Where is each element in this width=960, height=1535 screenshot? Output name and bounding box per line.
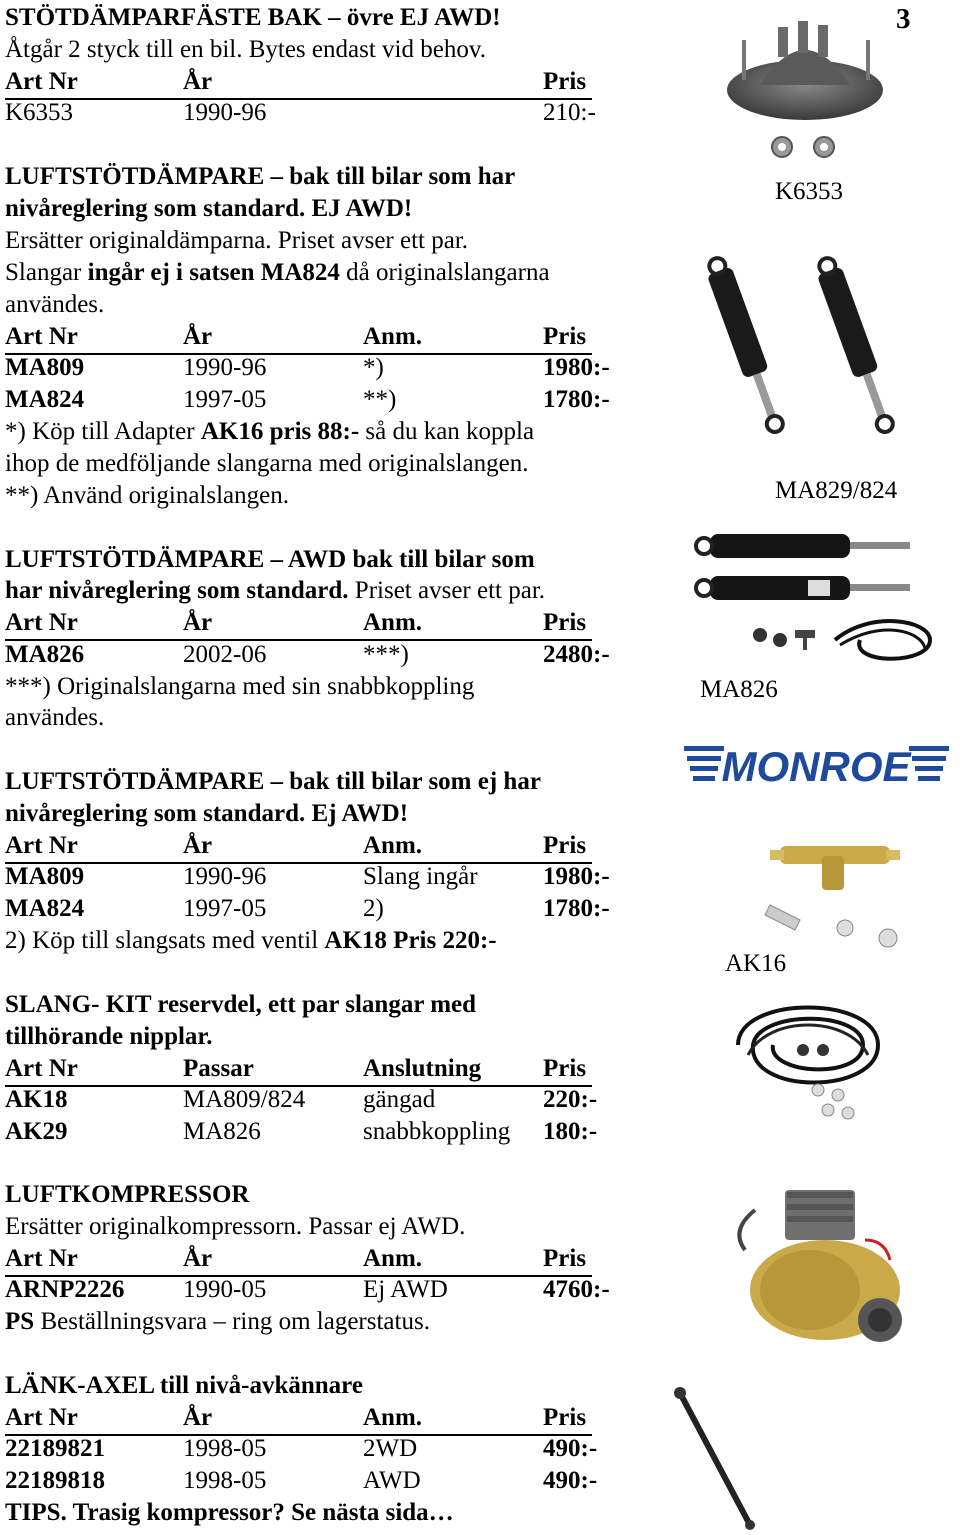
cell-artnr: 22189818 xyxy=(5,1467,105,1494)
header-price: Pris xyxy=(543,832,587,859)
caption-ak16: AK16 xyxy=(725,950,787,977)
cell-price: 210:- xyxy=(543,99,596,126)
header-price: Pris xyxy=(543,609,587,636)
section-desc: Ersätter originaldämparna. Priset avser ett par. xyxy=(5,227,469,254)
header-price: Pris xyxy=(543,1245,587,1272)
section-title: tillhörande nipplar. xyxy=(5,1023,213,1050)
cell-note: Slang ingår xyxy=(363,863,478,890)
cell-year: 1990-96 xyxy=(183,99,267,126)
ps-label: PS xyxy=(5,1308,35,1335)
footnote xyxy=(5,416,534,448)
cell-year: 1990-05 xyxy=(183,1276,267,1303)
table-row xyxy=(5,1433,625,1465)
caption-ma826: MA826 xyxy=(700,676,778,703)
shock-absorber-image xyxy=(690,250,950,450)
cell-connection: gängad xyxy=(363,1086,436,1113)
cell-connection: snabbkoppling xyxy=(363,1118,511,1145)
table-row xyxy=(5,384,625,416)
cell-note: AWD xyxy=(363,1467,421,1494)
cell-artnr: 22189821 xyxy=(5,1435,105,1462)
section-desc: Åtgår 2 styck till en bil. Bytes endast vid behov. xyxy=(5,36,486,63)
ps-text: Beställningsvara – ring om lagerstatus. xyxy=(34,1308,430,1335)
page-number: 3 xyxy=(896,3,911,35)
header-year: År xyxy=(183,323,213,350)
table-row xyxy=(5,97,625,129)
strut-mount-image xyxy=(720,15,890,165)
cell-note: **) xyxy=(363,386,397,413)
caption-ma829: MA829/824 xyxy=(775,477,898,504)
section-title: LUFTSTÖTDÄMPARE – bak till bilar som har xyxy=(5,163,516,190)
header-price: Pris xyxy=(543,1055,587,1082)
header-year: År xyxy=(183,1404,213,1431)
cell-artnr: MA809 xyxy=(5,863,85,890)
header-note: Anm. xyxy=(363,609,423,636)
table-row xyxy=(5,1084,625,1116)
header-artnr: Art Nr xyxy=(5,1402,592,1436)
section-desc: Ersätter originalkompressorn. Passar ej AWD. xyxy=(5,1213,466,1240)
note-text: så du kan koppla xyxy=(359,418,535,445)
title-bold: har nivåreglering som standard. xyxy=(5,577,349,604)
cell-note: Ej AWD xyxy=(363,1276,448,1303)
cell-price: 1980:- xyxy=(543,863,610,890)
section-title: nivåreglering som standard. Ej AWD! xyxy=(5,800,409,827)
cell-note: 2WD xyxy=(363,1435,418,1462)
header-year: År xyxy=(183,1245,213,1272)
section-title: LUFTSTÖTDÄMPARE – AWD bak till bilar som xyxy=(5,546,535,573)
cell-year: 1998-05 xyxy=(183,1435,267,1462)
header-artnr: Art Nr xyxy=(5,607,592,641)
note-text: 2) Köp till slangsats med ventil xyxy=(5,927,325,954)
cell-note: ***) xyxy=(363,641,409,668)
note-bold: AK18 Pris 220:- xyxy=(324,927,497,954)
hose-kit-image xyxy=(728,985,893,1135)
adapter-image xyxy=(760,830,910,960)
cell-price: 180:- xyxy=(543,1118,598,1145)
table-row xyxy=(5,893,625,925)
section-title: STÖTDÄMPARFÄSTE BAK – övre EJ AWD! xyxy=(5,4,501,31)
note-text: *) Köp till Adapter xyxy=(5,418,201,445)
cell-fits: MA826 xyxy=(183,1118,261,1145)
header-artnr: Art Nr xyxy=(5,1243,592,1277)
cell-price: 1780:- xyxy=(543,895,610,922)
footnote xyxy=(5,925,497,957)
note-bold: AK16 pris 88:- xyxy=(200,418,360,445)
header-price: Pris xyxy=(543,68,587,95)
header-fits: Passar xyxy=(183,1055,254,1082)
footnote: **) Använd originalslangen. xyxy=(5,482,289,509)
header-artnr: Art Nr xyxy=(5,1053,592,1087)
caption-k6353: K6353 xyxy=(775,178,844,205)
section-title: LUFTSTÖTDÄMPARE – bak till bilar som ej har xyxy=(5,768,541,795)
header-connection: Anslutning xyxy=(363,1055,482,1082)
cell-artnr: K6353 xyxy=(5,99,74,126)
cell-artnr: MA824 xyxy=(5,386,85,413)
table-row xyxy=(5,861,625,893)
cell-fits: MA809/824 xyxy=(183,1086,306,1113)
table-row xyxy=(5,352,625,384)
cell-artnr: MA824 xyxy=(5,895,85,922)
footnote: användes. xyxy=(5,704,105,731)
logo-text: MONROE xyxy=(721,743,911,787)
cell-artnr: AK29 xyxy=(5,1118,68,1145)
section-desc xyxy=(5,257,550,289)
table-header xyxy=(5,830,625,862)
cell-year: 1997-05 xyxy=(183,386,267,413)
header-artnr: Art Nr xyxy=(5,321,592,355)
table-row xyxy=(5,1465,625,1497)
footnote: ***) Originalslangarna med sin snabbkoppling xyxy=(5,673,475,700)
title-text: Priset avser ett par. xyxy=(348,577,546,604)
header-note: Anm. xyxy=(363,323,423,350)
monroe-logo xyxy=(684,742,949,787)
section-title: LÄNK-AXEL till nivå-avkännare xyxy=(5,1372,363,1399)
air-shock-kit-image xyxy=(690,520,945,670)
cell-artnr: AK18 xyxy=(5,1086,68,1113)
section-desc: användes. xyxy=(5,291,105,318)
table-header xyxy=(5,607,625,639)
header-price: Pris xyxy=(543,1404,587,1431)
desc-bold: ingår ej i satsen MA824 xyxy=(87,259,340,286)
cell-price: 1780:- xyxy=(543,386,610,413)
header-price: Pris xyxy=(543,323,587,350)
cell-artnr: MA809 xyxy=(5,354,85,381)
cell-artnr: MA826 xyxy=(5,641,85,668)
cell-year: 1997-05 xyxy=(183,895,267,922)
table-header xyxy=(5,66,625,98)
table-header xyxy=(5,1053,625,1085)
compressor-image xyxy=(725,1180,925,1370)
section-title: LUFTKOMPRESSOR xyxy=(5,1181,250,1208)
table-header xyxy=(5,1243,625,1275)
cell-year: 1990-96 xyxy=(183,863,267,890)
header-note: Anm. xyxy=(363,1245,423,1272)
table-row xyxy=(5,639,625,671)
header-year: År xyxy=(183,609,213,636)
cell-price: 2480:- xyxy=(543,641,610,668)
section-title xyxy=(5,575,545,607)
cell-note: *) xyxy=(363,354,384,381)
cell-year: 1990-96 xyxy=(183,354,267,381)
desc-text: då originalslangarna xyxy=(339,259,550,286)
footnote xyxy=(5,1306,430,1338)
table-row xyxy=(5,1116,625,1148)
tips-text: TIPS. Trasig kompressor? Se nästa sida… xyxy=(5,1499,454,1526)
header-year: År xyxy=(183,68,213,95)
header-note: Anm. xyxy=(363,832,423,859)
cell-note: 2) xyxy=(363,895,384,922)
table-header xyxy=(5,1402,625,1434)
cell-price: 220:- xyxy=(543,1086,598,1113)
cell-year: 2002-06 xyxy=(183,641,267,668)
cell-artnr: ARNP2226 xyxy=(5,1276,125,1303)
table-header xyxy=(5,321,625,353)
header-artnr: Art Nr xyxy=(5,66,592,100)
footnote: ihop de medföljande slangarna med originalslangen. xyxy=(5,450,529,477)
section-title: nivåreglering som standard. EJ AWD! xyxy=(5,195,413,222)
section-title: SLANG- KIT reservdel, ett par slangar med xyxy=(5,991,477,1018)
cell-year: 1998-05 xyxy=(183,1467,267,1494)
cell-price: 490:- xyxy=(543,1435,598,1462)
header-artnr: Art Nr xyxy=(5,830,592,864)
cell-price: 490:- xyxy=(543,1467,598,1494)
header-year: År xyxy=(183,832,213,859)
table-row xyxy=(5,1274,625,1306)
cell-price: 4760:- xyxy=(543,1276,610,1303)
desc-text: Slangar xyxy=(5,259,88,286)
header-note: Anm. xyxy=(363,1404,423,1431)
cell-price: 1980:- xyxy=(543,354,610,381)
link-axle-image xyxy=(670,1385,780,1535)
